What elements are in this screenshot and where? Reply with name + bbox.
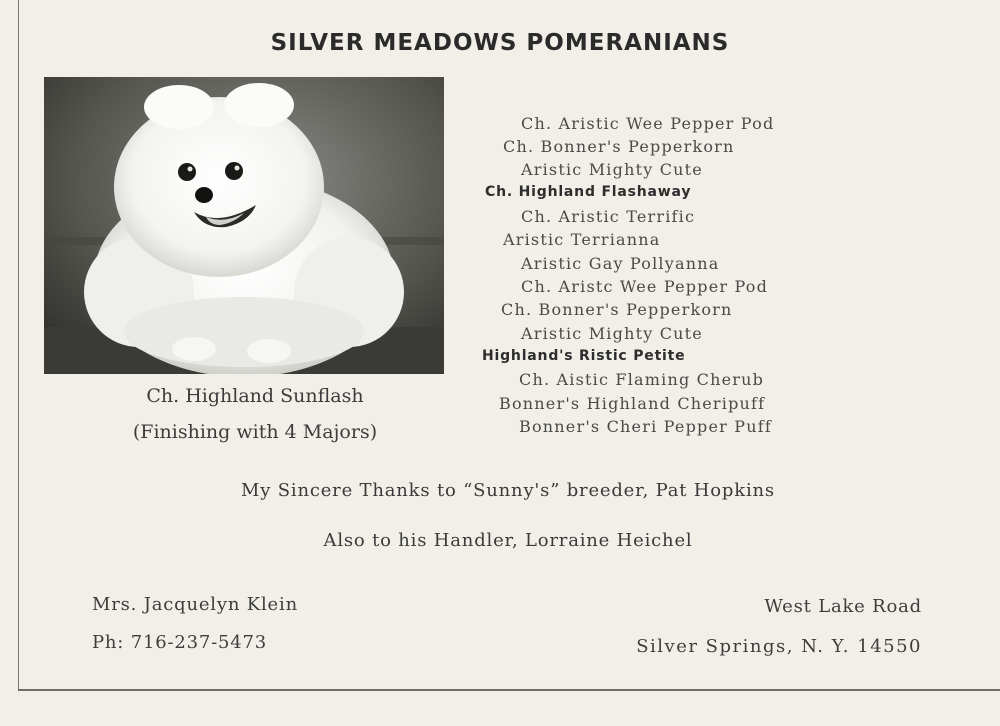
page-rule-bottom (18, 689, 1000, 691)
pedigree-entry: Ch. Aristic Terrific (521, 207, 696, 226)
address-city: Silver Springs, N. Y. 14550 (636, 636, 922, 657)
pedigree-entry-dam: Highland's Ristic Petite (482, 348, 686, 364)
pedigree-entry-sire: Ch. Highland Flashaway (485, 184, 692, 200)
page-title: SILVER MEADOWS POMERANIANS (270, 30, 730, 56)
photo-caption-name: Ch. Highland Sunflash (146, 385, 364, 407)
pedigree-entry: Ch. Bonner's Pepperkorn (501, 300, 733, 319)
owner-phone: Ph: 716-237-5473 (92, 632, 267, 653)
pedigree-entry: Ch. Aristc Wee Pepper Pod (521, 277, 769, 296)
pedigree-entry: Bonner's Highland Cheripuff (499, 394, 766, 413)
pedigree-entry: Ch. Aristic Wee Pepper Pod (521, 114, 775, 133)
pedigree-entry: Ch. Aistic Flaming Cherub (519, 370, 765, 389)
thanks-handler: Also to his Handler, Lorraine Heichel (323, 530, 693, 551)
thanks-breeder: My Sincere Thanks to “Sunny's” breeder, Pat Hopkins (241, 480, 775, 501)
pedigree-list (0, 108, 1000, 448)
pedigree-entry: Aristic Mighty Cute (521, 324, 703, 343)
pedigree-entry: Bonner's Cheri Pepper Puff (519, 417, 772, 436)
pedigree-entry: Aristic Gay Pollyanna (521, 254, 720, 273)
address-street: West Lake Road (764, 596, 922, 617)
pedigree-entry: Aristic Mighty Cute (521, 160, 703, 179)
photo-caption-note: (Finishing with 4 Majors) (132, 421, 378, 443)
pedigree-entry: Aristic Terrianna (503, 230, 661, 249)
owner-name: Mrs. Jacquelyn Klein (92, 594, 298, 615)
pedigree-entry: Ch. Bonner's Pepperkorn (503, 137, 735, 156)
